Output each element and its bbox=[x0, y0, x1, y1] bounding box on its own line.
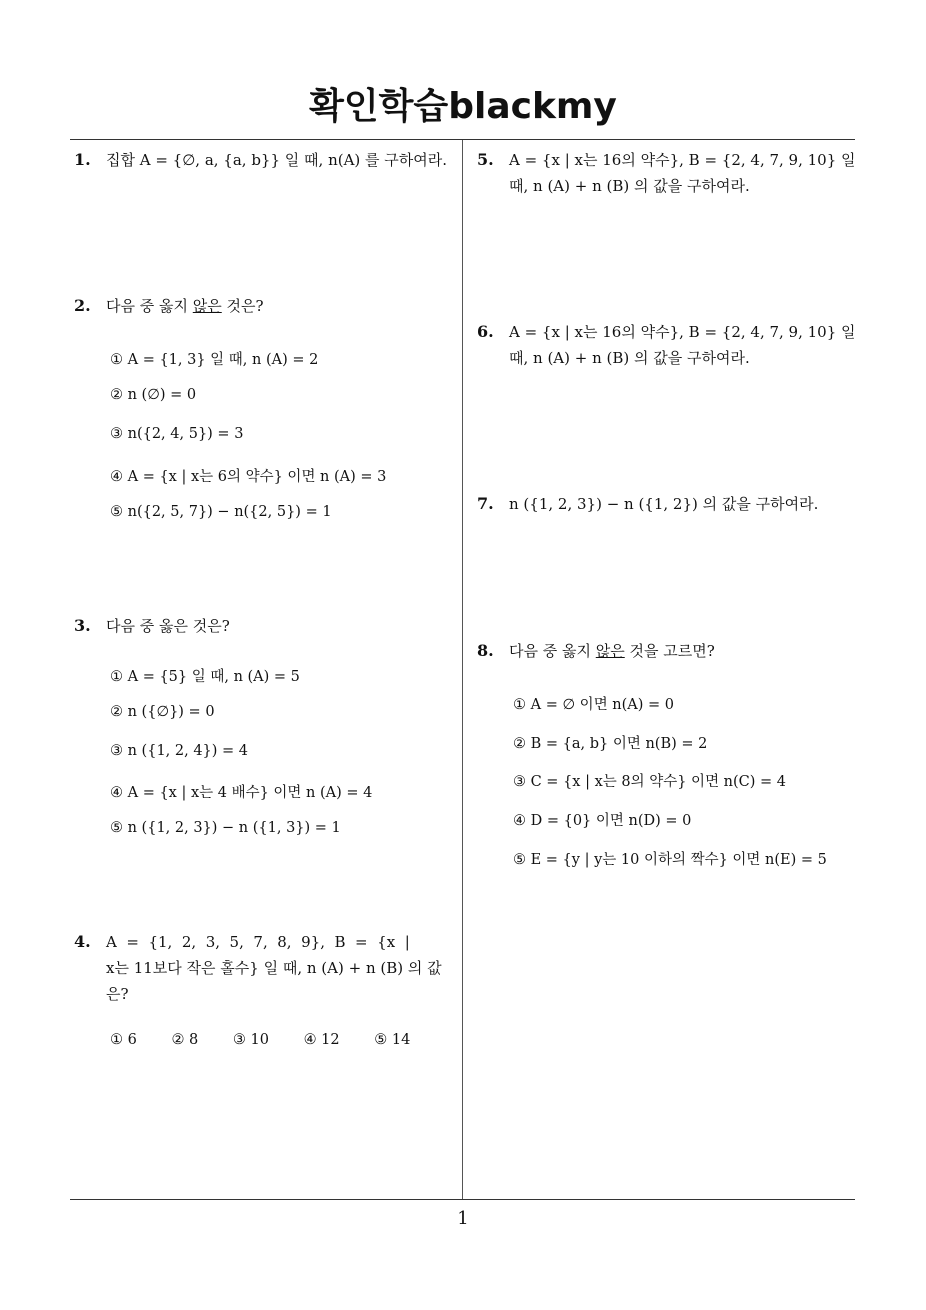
question-6 bbox=[477, 319, 862, 371]
question-4 bbox=[74, 929, 459, 1007]
choice-item: ① 6 bbox=[110, 1032, 137, 1048]
question-text-line: 때, n (A) + n (B) 의 값을 구하여라. bbox=[509, 349, 750, 367]
question-number: 8. bbox=[477, 641, 494, 660]
question-3 bbox=[74, 613, 459, 639]
underlined-word: 않은 bbox=[595, 642, 625, 660]
page-title: 확인학습blackmy bbox=[309, 86, 617, 127]
question-text: 집합 A = {∅, a, {a, b}} 일 때, n(A) 를 구하여라. bbox=[106, 151, 448, 169]
question-2 bbox=[74, 293, 459, 319]
question-text: 다음 중 옳은 것은? bbox=[106, 617, 230, 635]
question-7 bbox=[477, 491, 862, 517]
question-number: 4. bbox=[74, 932, 91, 951]
choice-item: ⑤ E = {y | y는 10 이하의 짝수} 이면 n(E) = 5 bbox=[513, 852, 827, 868]
choice-item: ③ 10 bbox=[232, 1032, 269, 1048]
choice-item: ② n (∅) = 0 bbox=[110, 387, 197, 403]
inline-choices bbox=[110, 1032, 440, 1048]
choice-item: ① A = {5} 일 때, n (A) = 5 bbox=[110, 669, 300, 685]
choice-item: ② n ({∅}) = 0 bbox=[110, 704, 215, 720]
question-number: 1. bbox=[74, 150, 91, 169]
underlined-word: 않은 bbox=[192, 297, 222, 315]
choice-item: ② B = {a, b} 이면 n(B) = 2 bbox=[513, 736, 708, 752]
question-text-line: x는 11보다 작은 홀수} 일 때, n (A) + n (B) 의 값 bbox=[106, 959, 442, 977]
question-number: 7. bbox=[477, 494, 494, 513]
choice-item: ④ 12 bbox=[303, 1032, 340, 1048]
choice-item: ① A = ∅ 이면 n(A) = 0 bbox=[513, 697, 675, 713]
question-number: 3. bbox=[74, 616, 91, 635]
choice-item: ④ A = {x | x는 6의 약수} 이면 n (A) = 3 bbox=[110, 469, 387, 485]
question-text-line: A = {1, 2, 3, 5, 7, 8, 9}, B = {x | bbox=[106, 933, 410, 951]
question-text-line: 때, n (A) + n (B) 의 값을 구하여라. bbox=[509, 177, 750, 195]
footer-divider bbox=[70, 1199, 855, 1200]
choice-item: ④ D = {0} 이면 n(D) = 0 bbox=[513, 813, 692, 829]
question-text-line: 은? bbox=[106, 985, 129, 1003]
question-5 bbox=[477, 147, 862, 199]
choice-item: ③ n ({1, 2, 4}) = 4 bbox=[110, 743, 249, 759]
choice-item: ⑤ 14 bbox=[374, 1032, 411, 1048]
choice-item: ④ A = {x | x는 4 배수} 이면 n (A) = 4 bbox=[110, 785, 373, 801]
page-number: 1 bbox=[457, 1208, 469, 1229]
choice-item: ② 8 bbox=[171, 1032, 199, 1048]
question-text-line: A = {x | x는 16의 약수}, B = {2, 4, 7, 9, 10} 일 bbox=[509, 323, 856, 341]
question-1 bbox=[74, 147, 459, 173]
question-text: 다음 중 옳지 않은 것을 고르면? bbox=[509, 642, 715, 660]
choice-item: ③ n({2, 4, 5}) = 3 bbox=[110, 426, 244, 442]
column-divider bbox=[462, 140, 463, 1199]
question-number: 5. bbox=[477, 150, 494, 169]
question-number: 6. bbox=[477, 322, 494, 341]
choice-item: ③ C = {x | x는 8의 약수} 이면 n(C) = 4 bbox=[513, 774, 787, 790]
question-number: 2. bbox=[74, 296, 91, 315]
question-text: 다음 중 옳지 않은 것은? bbox=[106, 297, 264, 315]
question-text: n ({1, 2, 3}) − n ({1, 2}) 의 값을 구하여라. bbox=[509, 495, 819, 513]
choice-item: ⑤ n ({1, 2, 3}) − n ({1, 3}) = 1 bbox=[110, 820, 341, 836]
question-text-line: A = {x | x는 16의 약수}, B = {2, 4, 7, 9, 10} 일 bbox=[509, 151, 856, 169]
choice-item: ⑤ n({2, 5, 7}) − n({2, 5}) = 1 bbox=[110, 504, 332, 520]
question-8 bbox=[477, 638, 862, 664]
choice-item: ① A = {1, 3} 일 때, n (A) = 2 bbox=[110, 352, 319, 368]
